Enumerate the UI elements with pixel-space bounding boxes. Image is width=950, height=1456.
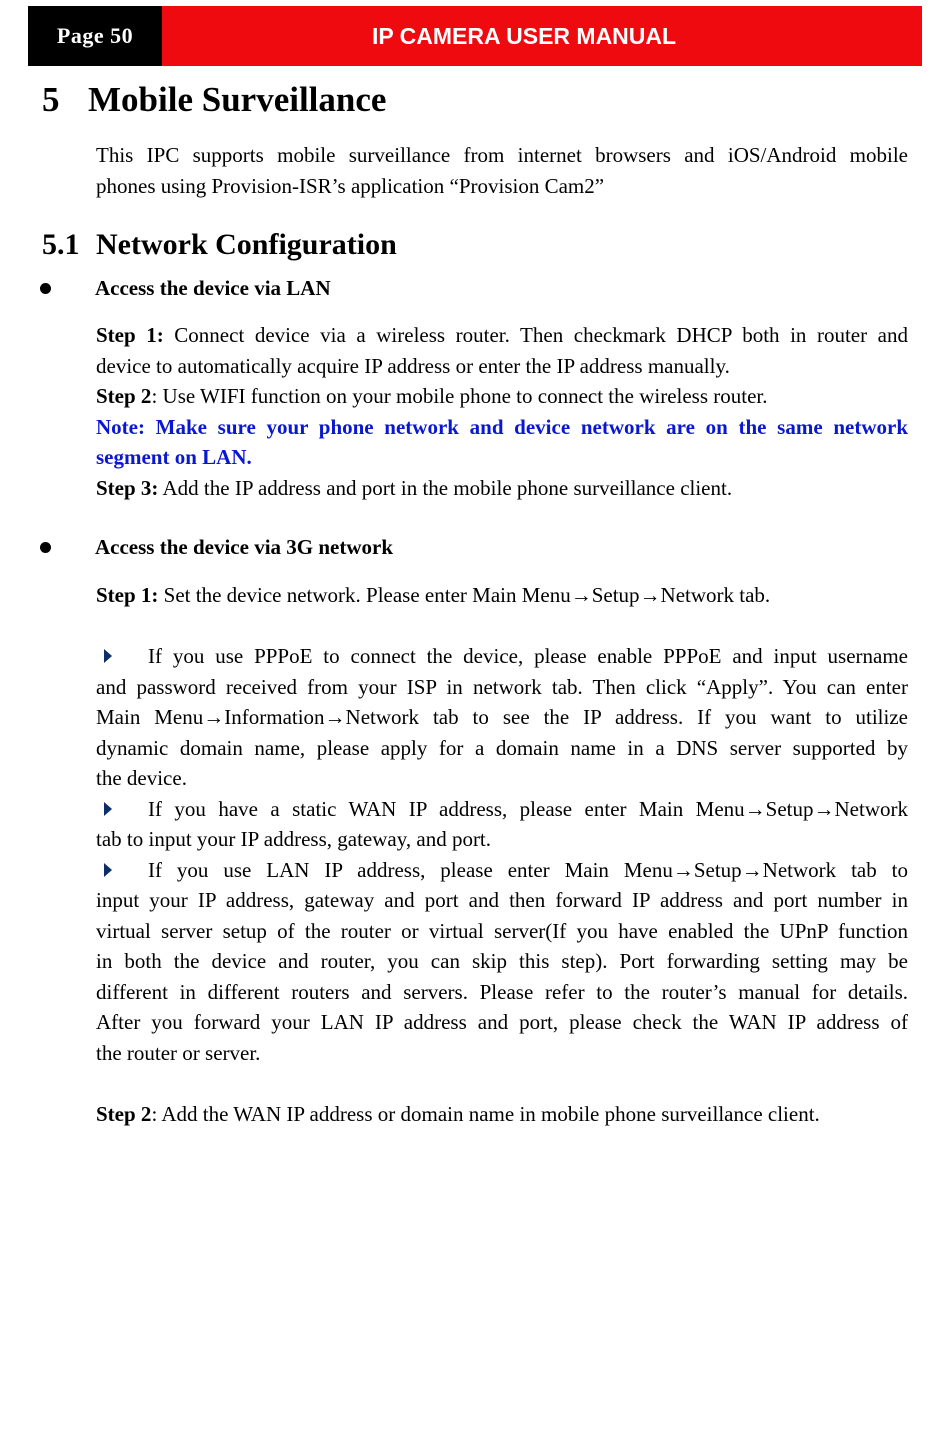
- subsection-title: Network Configuration: [96, 228, 397, 261]
- step-text: Set the device network. Please enter Main Menu→Setup→Network tab.: [158, 583, 771, 607]
- lan-step3-line: [96, 473, 908, 504]
- lan-step1-line: [96, 320, 908, 351]
- pppoe-line: [96, 641, 908, 672]
- g3-step1-line: [96, 580, 908, 611]
- lanip-line: [96, 855, 908, 886]
- step-text: Connect device via a wireless router. Then checkmark DHCP both in router and: [163, 323, 908, 347]
- g3-step2-line: [96, 1099, 908, 1130]
- static-line: tab to input your IP address, gateway, and port.: [96, 827, 492, 851]
- intro-line: This IPC supports mobile surveillance from internet browsers and iOS/Android mobile: [96, 143, 908, 167]
- section-number: 5: [42, 80, 60, 119]
- g3-step2: [96, 1099, 908, 1130]
- intro-line: phones using Provision-ISR’s application “Provision Cam2”: [96, 173, 605, 198]
- step-label: Step 3:: [96, 475, 159, 500]
- g3-heading-text: Access the device via 3G network: [95, 535, 394, 559]
- static-text: If you have a static WAN IP address, please enter Main Menu→Setup→Network: [148, 796, 908, 821]
- lanip-text: If you use LAN IP address, please enter Main Menu→Setup→Network tab to: [148, 857, 908, 882]
- lanip-line: virtual server setup of the router or virtual server(If you have enabled the UPnP function: [96, 918, 908, 943]
- lanip-line: different in different routers and servers. Please refer to the router’s manual for details.: [96, 979, 908, 1004]
- g3-heading: [40, 535, 393, 560]
- static-line: [96, 794, 908, 825]
- lan-steps: [96, 320, 908, 503]
- pppoe-line: Main Menu→Information→Network tab to see the IP address. If you want to utilize: [96, 705, 908, 729]
- lanip-line: input your IP address, gateway and port and then forward IP address and port number in: [96, 888, 908, 912]
- step-text: Add the IP address and port in the mobile phone surveillance client.: [158, 475, 733, 500]
- step-text: : Use WIFI function on your mobile phone to connect the wireless router.: [151, 384, 768, 408]
- step-label: Step 1:: [96, 583, 159, 607]
- g3-options: [96, 641, 908, 1068]
- step-text: : Add the WAN IP address or domain name in mobile phone surveillance client.: [151, 1102, 820, 1126]
- pppoe-line: dynamic domain name, please apply for a domain name in a DNS server supported by: [96, 735, 908, 760]
- lan-note-line: segment on LAN.: [96, 445, 252, 469]
- arrow-bullet-icon: [104, 802, 112, 816]
- lanip-line: in both the device and router, you can skip this step). Port forwarding setting may be: [96, 949, 908, 973]
- lan-step2-line: [96, 381, 908, 412]
- arrow-bullet-icon: [104, 649, 112, 663]
- subsection-heading: [42, 228, 397, 262]
- step-label: Step 2: [96, 1102, 152, 1126]
- subsection-number: 5.1: [42, 228, 80, 261]
- pppoe-line: the device.: [96, 766, 187, 790]
- lan-step1-line: device to automatically acquire IP address or enter the IP address manually.: [96, 353, 730, 378]
- step-label: Step 1:: [96, 323, 164, 347]
- lanip-line: the router or server.: [96, 1040, 261, 1065]
- lan-heading-text: Access the device via LAN: [95, 276, 331, 300]
- section-title: Mobile Surveillance: [88, 80, 387, 119]
- page-number-label: Page 50: [28, 6, 162, 66]
- lan-note-line: Note: Make sure your phone network and device network are on the same network: [96, 414, 908, 439]
- pppoe-text: If you use PPPoE to connect the device, please enable PPPoE and input username: [148, 644, 908, 668]
- bullet-dot-icon: [40, 283, 51, 294]
- g3-step1: [96, 580, 908, 611]
- pppoe-line: and password received from your ISP in network tab. Then click “Apply”. You can enter: [96, 674, 908, 699]
- lan-heading: [40, 276, 331, 301]
- section-heading: [42, 80, 386, 120]
- lanip-line: After you forward your LAN IP address and port, please check the WAN IP address of: [96, 1010, 908, 1034]
- arrow-bullet-icon: [104, 863, 112, 877]
- page-header: [28, 6, 922, 66]
- section-intro: [96, 140, 908, 201]
- step-label: Step 2: [96, 384, 152, 408]
- manual-title: IP CAMERA USER MANUAL: [162, 6, 922, 66]
- bullet-dot-icon: [40, 542, 51, 553]
